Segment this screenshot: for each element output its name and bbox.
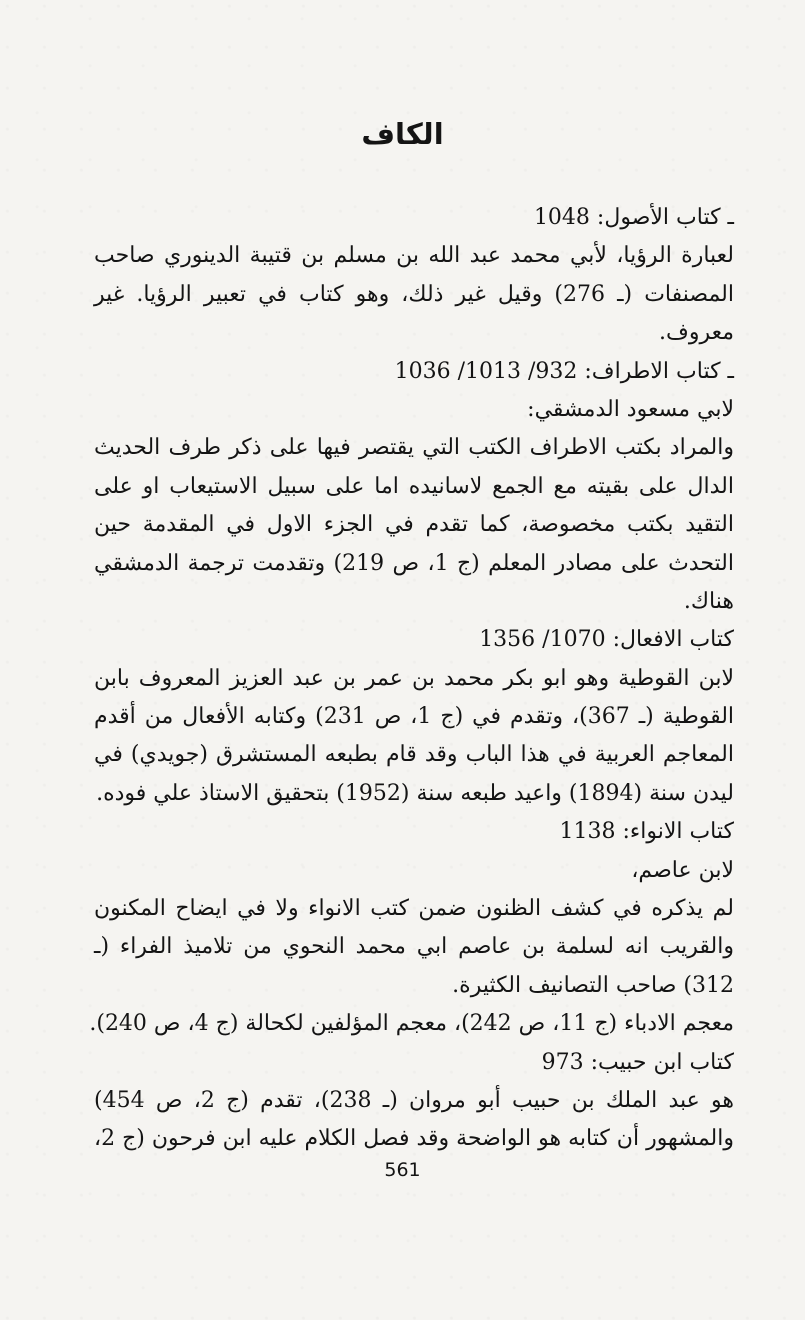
text-line: معروف. <box>659 320 734 346</box>
text-line: لعبارة الرؤيا، لأبي محمد عبد الله بن مسلم بن قتيبة الدينوري صاحب <box>94 243 734 269</box>
section-title: الكاف <box>361 117 444 151</box>
text-line: هو عبد الملك بن حبيب أبو مروان (ـ 238)، تقدم (ج 2، ص 454) <box>94 1087 734 1113</box>
text-line: لابن القوطية وهو ابو بكر محمد بن عمر بن عبد العزيز المعروف بابن <box>94 665 734 691</box>
text-line: ليدن سنة (1894) واعيد طبعه سنة (1952) بتحقيق الاستاذ علي فوده. <box>96 780 734 806</box>
text-line: التقيد بكتب مخصوصة، كما تقدم في الجزء الاول في المقدمة حين <box>94 512 734 538</box>
text-line: هناك. <box>683 588 734 614</box>
entry-kitab-al-afal <box>94 621 734 813</box>
entry-kitab-ibn-habib <box>94 1044 734 1159</box>
text-line: القوطية (ـ 367)، وتقدم في (ج 1، ص 231) وكتابه الأفعال من أقدم <box>94 704 735 730</box>
entry-heading: كتاب الافعال: 1070/ 1356 <box>479 627 734 653</box>
page-body <box>89 199 735 1159</box>
entry-heading: كتاب ابن حبيب: 973 <box>541 1049 734 1075</box>
text-line: لم يذكره في كشف الظنون ضمن كتب الانواء ولا في ايضاح المكنون <box>94 896 734 922</box>
entry-heading: كتاب الانواء: 1138 <box>559 819 734 845</box>
text-line: 312) صاحب التصانيف الكثيرة. <box>452 972 734 998</box>
text-line: والقريب انه لسلمة بن عاصم ابي محمد النحوي من تلاميذ الفراء (ـ <box>94 934 734 960</box>
text-line: والمراد بكتب الاطراف الكتب التي يقتصر فيها على ذكر طرف الحديث <box>94 435 734 461</box>
text-line: لابن عاصم، <box>631 857 734 883</box>
entry-kitab-al-anwa <box>89 813 734 1043</box>
text-line: لابي مسعود الدمشقي: <box>527 396 734 422</box>
text-line: التحدث على مصادر المعلم (ج 1، ص 219) وتقدمت ترجمة الدمشقي <box>94 550 734 576</box>
entry-heading: ـ كتاب الأصول: 1048 <box>533 205 734 230</box>
entry-heading: ـ كتاب الاطراف: 932/ 1013/ 1036 <box>394 358 734 384</box>
text-line: الدال على بقيته مع الجمع لاسانيده اما على سبيل الاستيعاب او على <box>94 473 734 499</box>
entry-kitab-al-atraf <box>94 353 734 622</box>
entry-kitab-al-usul <box>94 199 734 353</box>
text-line: المصنفات (ـ 276) وقيل غير ذلك، وهو كتاب في تعبير الرؤيا. غير <box>94 281 734 307</box>
page-number: 561 <box>384 1159 421 1181</box>
text-line: المعاجم العربية في هذا الباب وقد قام بطبعه المستشرق (جويدي) في <box>94 742 734 768</box>
text-line: والمشهور أن كتابه هو الواضحة وقد فصل الكلام عليه ابن فرحون (ج 2، <box>94 1126 734 1152</box>
reference-line: معجم الادباء (ج 11، ص 242)، معجم المؤلفين لكحالة (ج 4، ص 240). <box>89 1011 734 1037</box>
